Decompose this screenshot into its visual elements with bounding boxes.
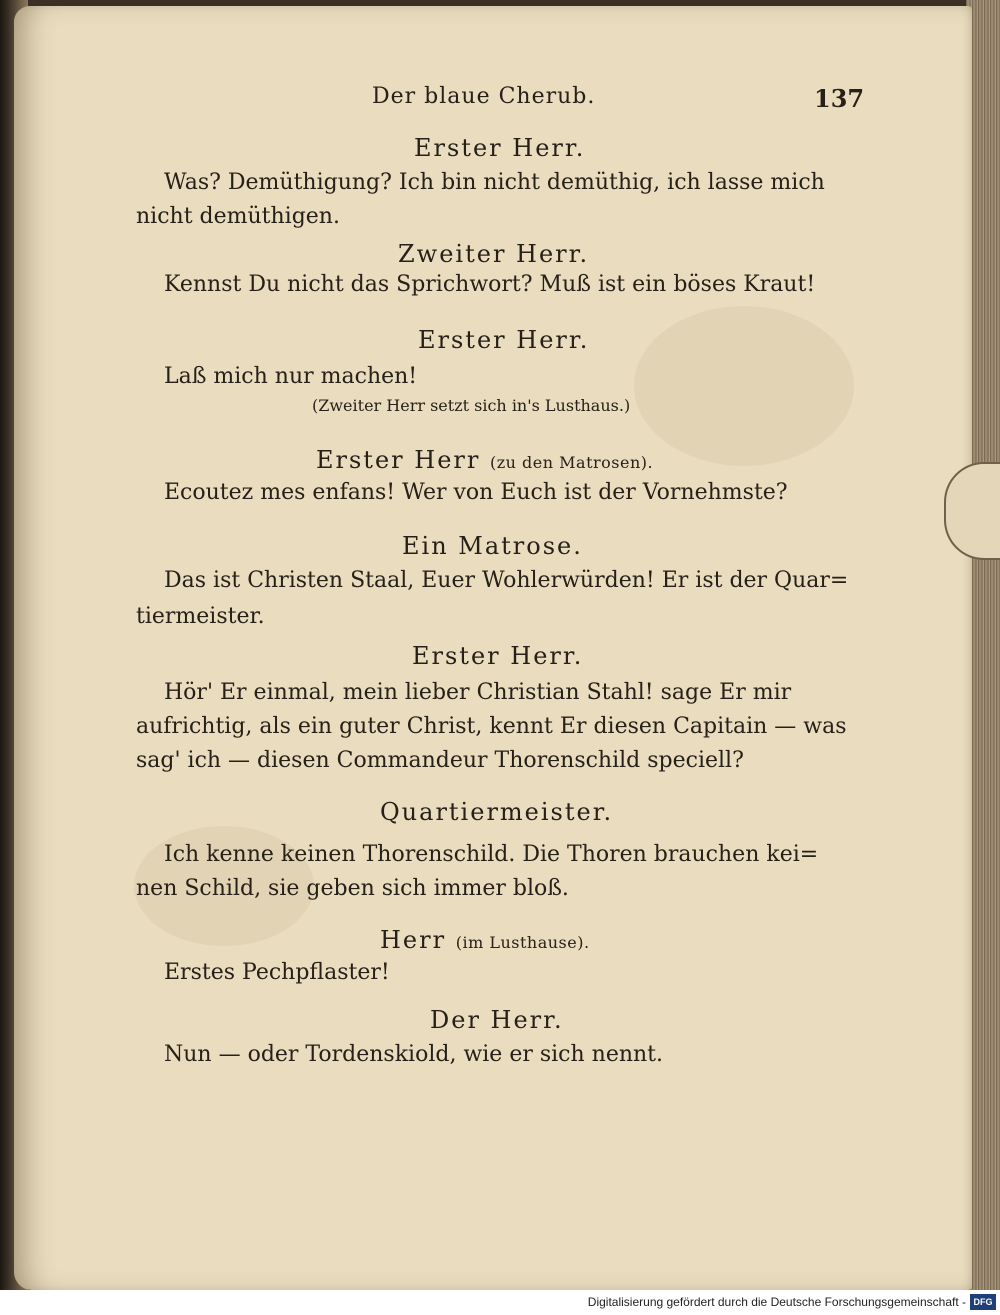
dialogue-line: aufrichtig, als ein guter Christ, kennt Er diesen Capitain — was (136, 714, 847, 739)
speaker-heading: Erster Herr. (418, 326, 590, 354)
speaker-direction: (im Lusthause). (455, 933, 590, 952)
digitization-footer (0, 1290, 1000, 1315)
dialogue-line: Nun — oder Tordenskiold, wie er sich nennt. (164, 1042, 664, 1067)
speaker-heading: Zweiter Herr. (398, 240, 590, 268)
speaker-heading: Erster Herr. (414, 134, 586, 162)
dialogue-line: Das ist Christen Staal, Euer Wohlerwürden! Er ist der Quar= (164, 568, 849, 593)
dfg-logo-icon: DFG (970, 1294, 996, 1310)
stage-direction: (Zweiter Herr setzt sich in's Lusthaus.) (312, 396, 631, 415)
thumb-index-tab (944, 462, 1000, 560)
dialogue-line: Hör' Er einmal, mein lieber Christian Stahl! sage Er mir (164, 680, 792, 705)
speaker-heading: Quartiermeister. (380, 798, 614, 826)
dialogue-line: nen Schild, sie geben sich immer bloß. (136, 876, 569, 901)
dialogue-line: Erstes Pechpflaster! (164, 960, 390, 985)
speaker-direction: (zu den Matrosen). (489, 453, 654, 472)
dialogue-line: nicht demüthigen. (136, 204, 340, 229)
dialogue-line: tiermeister. (136, 604, 265, 629)
speaker-heading: Erster Herr. (412, 642, 584, 670)
speaker-heading: Ein Matrose. (402, 532, 583, 560)
funding-credit: Digitalisierung gefördert durch die Deutsche Forschungsgemeinschaft - (587, 1295, 966, 1309)
page-number: 137 (814, 84, 865, 113)
dialogue-line: Kennst Du nicht das Sprichwort? Muß ist ein böses Kraut! (164, 272, 816, 297)
dialogue-line: Ich kenne keinen Thorenschild. Die Thoren brauchen kei= (164, 842, 819, 867)
dialogue-line: sag' ich — diesen Commandeur Thorenschild speciell? (136, 748, 744, 773)
dialogue-line: Ecoutez mes enfans! Wer von Euch ist der Vornehmste? (164, 480, 788, 505)
paper-stain (634, 306, 854, 466)
dialogue-line: Was? Demüthigung? Ich bin nicht demüthig, ich lasse mich (164, 170, 825, 195)
speaker-heading: Erster Herr (zu den Matrosen). (316, 446, 654, 474)
running-title: Der blaue Cherub. (372, 84, 596, 109)
dialogue-line: Laß mich nur machen! (164, 364, 418, 389)
speaker-heading: Herr (im Lusthause). (380, 926, 590, 954)
speaker-heading: Der Herr. (430, 1006, 564, 1034)
